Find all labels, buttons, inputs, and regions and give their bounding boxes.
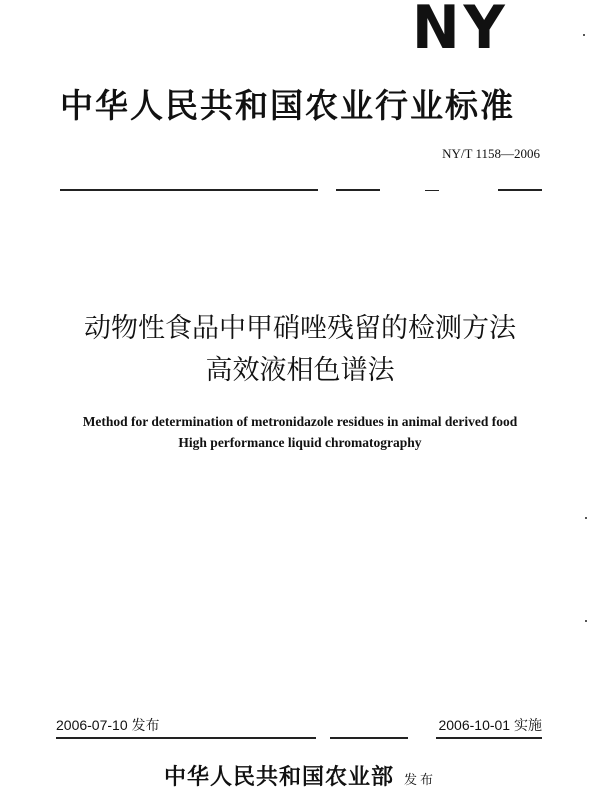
ministry-name: 中华人民共和国农业部 [163, 764, 394, 790]
scan-speck [585, 517, 587, 519]
scan-speck [583, 34, 585, 36]
ny-logo: NY [412, 0, 509, 63]
publish-label: 发布 [404, 773, 437, 788]
title-english-line2: High performance liquid chromatography [178, 435, 422, 450]
footer-rule [56, 737, 316, 739]
footer-rule [330, 737, 408, 739]
title-english-line1: Method for determination of metronidazole residues in animal derived food [82, 414, 518, 429]
header-rule [425, 190, 439, 191]
header-rule [498, 189, 542, 191]
standard-number: NY/T 1158—2006 [442, 146, 540, 161]
title-chinese-line1: 动物性食品中甲硝唑残留的检测方法 [84, 313, 516, 344]
header-rule [336, 189, 380, 191]
scan-speck [585, 620, 587, 622]
title-chinese-line2: 高效液相色谱法 [205, 355, 395, 386]
issuing-authority [0, 764, 600, 794]
footer-rule [436, 737, 542, 739]
implementation-date: 2006-10-01 实施 [438, 717, 542, 733]
header-rule [60, 189, 318, 191]
issue-date: 2006-07-10 发布 [56, 717, 160, 733]
industry-standard-heading: 中华人民共和国农业行业标准 [60, 86, 515, 125]
